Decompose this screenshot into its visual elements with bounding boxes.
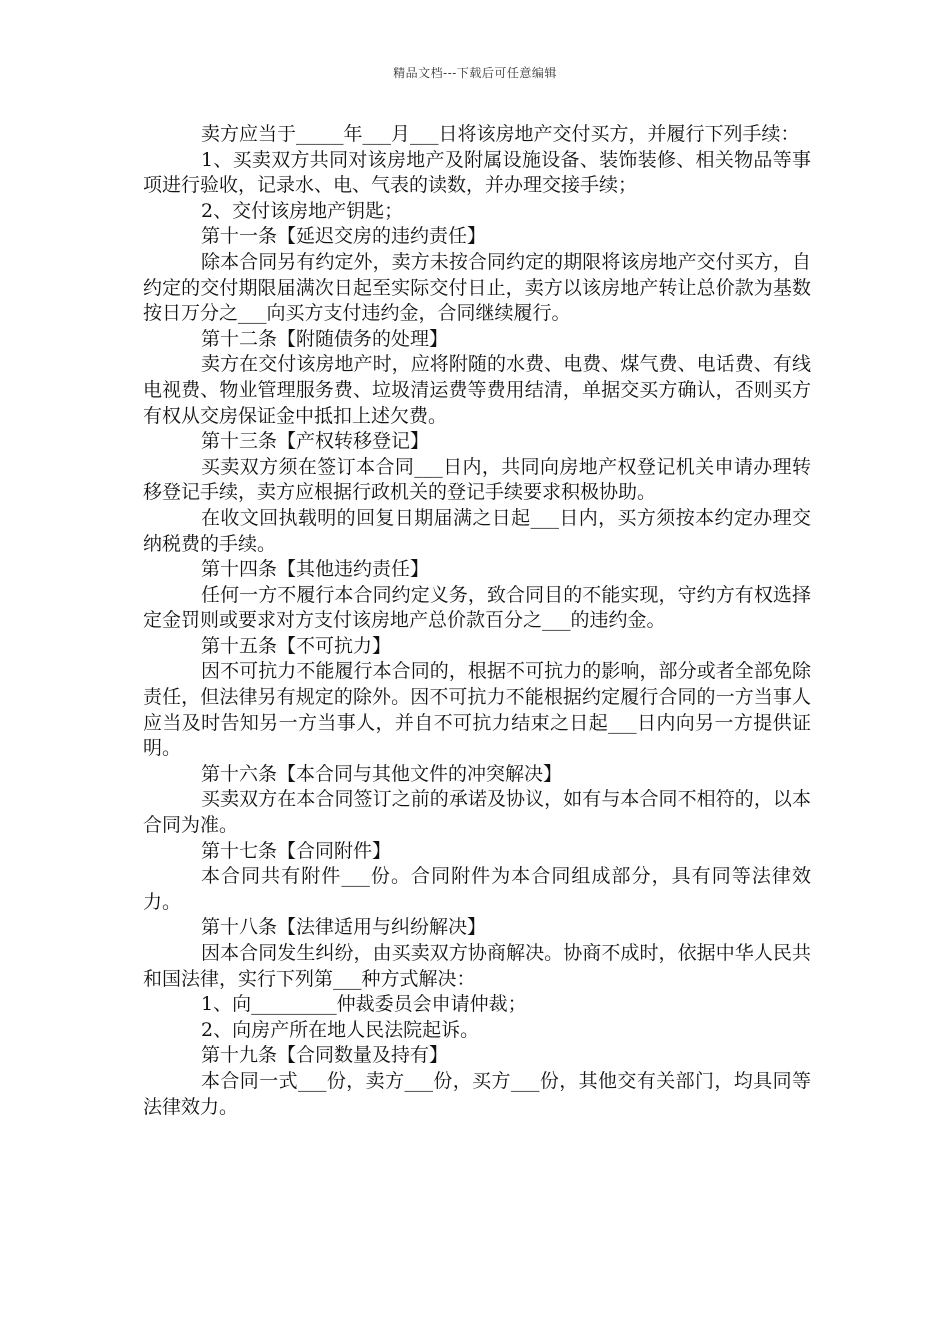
paragraph: 1、向_________仲裁委员会申请仲裁；	[201, 993, 527, 1016]
clause-heading: 第十九条【合同数量及持有】	[201, 1044, 449, 1067]
paragraph: 买卖双方须在签订本合同___日内，共同向房地产权登记机关申请办理转移登记手续，卖方应根据行政机关的登记手续要求积极协助。	[143, 455, 811, 504]
paragraph: 2、向房产所在地人民法院起诉。	[201, 1018, 480, 1041]
paragraph: 因本合同发生纠纷，由买卖双方协商解决。协商不成时，依据中华人民共和国法律，实行下列第___种方式解决：	[143, 942, 811, 990]
paragraph: 在收文回执载明的回复日期届满之日起___日内，买方须按本约定办理交纳税费的手续。	[143, 506, 811, 555]
paragraph: 因不可抗力不能履行本合同的，根据不可抗力的影响，部分或者全部免除责任，但法律另有规定的除外。因不可抗力不能根据约定履行合同的一方当事人应当及时告知另一方当事人，并自不可抗力结束之日起___日内向另一方提供证明。	[143, 660, 811, 760]
paragraph: 本合同共有附件___份。合同附件为本合同组成部分，具有同等法律效力。	[143, 865, 811, 913]
paragraph: 卖方在交付该房地产时，应将附随的水费、电费、煤气费、电话费、有线电视费、物业管理服务费、垃圾清运费等费用结清，单据交买方确认，否则买方有权从交房保证金中抵扣上述欠费。	[143, 353, 811, 427]
paragraph: 买卖双方在本合同签订之前的承诺及协议，如有与本合同不相符的，以本合同为准。	[143, 788, 811, 837]
clause-heading: 第十七条【合同附件】	[201, 839, 392, 862]
paragraph: 2、交付该房地产钥匙；	[201, 199, 404, 222]
document-body	[143, 122, 811, 1120]
paragraph: 卖方应当于_____年___月___日将该房地产交付买方，并履行下列手续：	[201, 123, 800, 145]
paragraph: 1、买卖双方共同对该房地产及附属设施设备、装饰装修、相关物品等事项进行验收，记录水、电、气表的读数，并办理交接手续；	[143, 148, 811, 197]
paragraph: 任何一方不履行本合同约定义务，致合同目的不能实现，守约方有权选择定金罚则或要求对方支付该房地产总价款百分之___的违约金。	[143, 583, 811, 632]
clause-heading: 第十八条【法律适用与纠纷解决】	[201, 916, 487, 939]
clause-heading: 第十三条【产权转移登记】	[201, 430, 430, 453]
clause-heading: 第十四条【其他违约责任】	[201, 558, 430, 581]
paragraph: 除本合同另有约定外，卖方未按合同约定的期限将该房地产交付买方，自约定的交付期限届满次日起至实际交付日止，卖方以该房地产转让总价款为基数按日万分之___向买方支付违约金，合同继续履行。	[143, 250, 811, 325]
page-header: 精品文档---下载后可任意编辑	[393, 66, 557, 80]
clause-heading: 第十二条【附随债务的处理】	[201, 327, 449, 350]
clause-heading: 第十五条【不可抗力】	[201, 634, 392, 657]
clause-heading: 第十一条【延迟交房的违约责任】	[201, 225, 487, 248]
clause-heading: 第十六条【本合同与其他文件的冲突解决】	[201, 762, 563, 785]
paragraph: 本合同一式___份，卖方___份，买方___份，其他交有关部门，均具同等法律效力。	[143, 1069, 811, 1118]
